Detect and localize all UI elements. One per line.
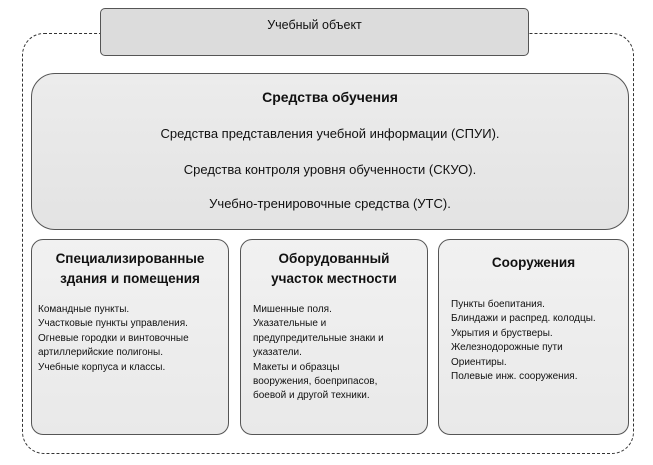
list-item: Учебные корпуса и классы. bbox=[38, 361, 166, 373]
card-structures-list bbox=[451, 298, 622, 384]
list-item: Мишенные поля. bbox=[253, 304, 332, 315]
main-line-skuo: Средства контроля уровня обученности (СКУО). bbox=[183, 162, 477, 177]
list-item: Участковые пункты управления. bbox=[38, 318, 188, 330]
card-terrain-heading: Оборудованный участок местности bbox=[271, 251, 397, 286]
list-item: Указательные и предупредительные знаки и указатели. bbox=[253, 318, 384, 359]
list-item: Блиндажи и распред. колодцы. bbox=[451, 313, 596, 325]
main-line-spui: Средства представления учебной информации (СПУИ). bbox=[160, 126, 500, 141]
card-terrain-list bbox=[253, 303, 421, 404]
card-terrain bbox=[240, 239, 428, 435]
list-item: Ориентиры. bbox=[451, 356, 507, 368]
card-structures bbox=[438, 239, 629, 435]
list-item: Макеты и образцы вооружения, боеприпасов, боевой и другой техники. bbox=[253, 361, 378, 402]
card-buildings-heading: Специализированные здания и помещения bbox=[55, 251, 205, 286]
list-item: Огневые городки и винтовочные артиллерийские полигоны. bbox=[38, 332, 189, 359]
learning-means-box bbox=[31, 73, 629, 230]
card-buildings bbox=[31, 239, 229, 435]
list-item: Командные пункты. bbox=[38, 304, 130, 315]
card-buildings-list bbox=[38, 303, 222, 375]
learning-means-heading: Средства обучения bbox=[262, 89, 398, 105]
title-box bbox=[100, 8, 529, 56]
list-item: Железнодорожные пути bbox=[451, 342, 563, 354]
title-label: Учебный объект bbox=[267, 18, 362, 32]
list-item: Полевые инж. сооружения. bbox=[451, 371, 578, 383]
main-line-uts: Учебно-тренировочные средства (УТС). bbox=[209, 196, 451, 211]
card-structures-heading: Сооружения bbox=[491, 255, 576, 270]
list-item: Пункты боепитания. bbox=[451, 299, 545, 310]
list-item: Укрытия и брустверы. bbox=[451, 327, 553, 339]
